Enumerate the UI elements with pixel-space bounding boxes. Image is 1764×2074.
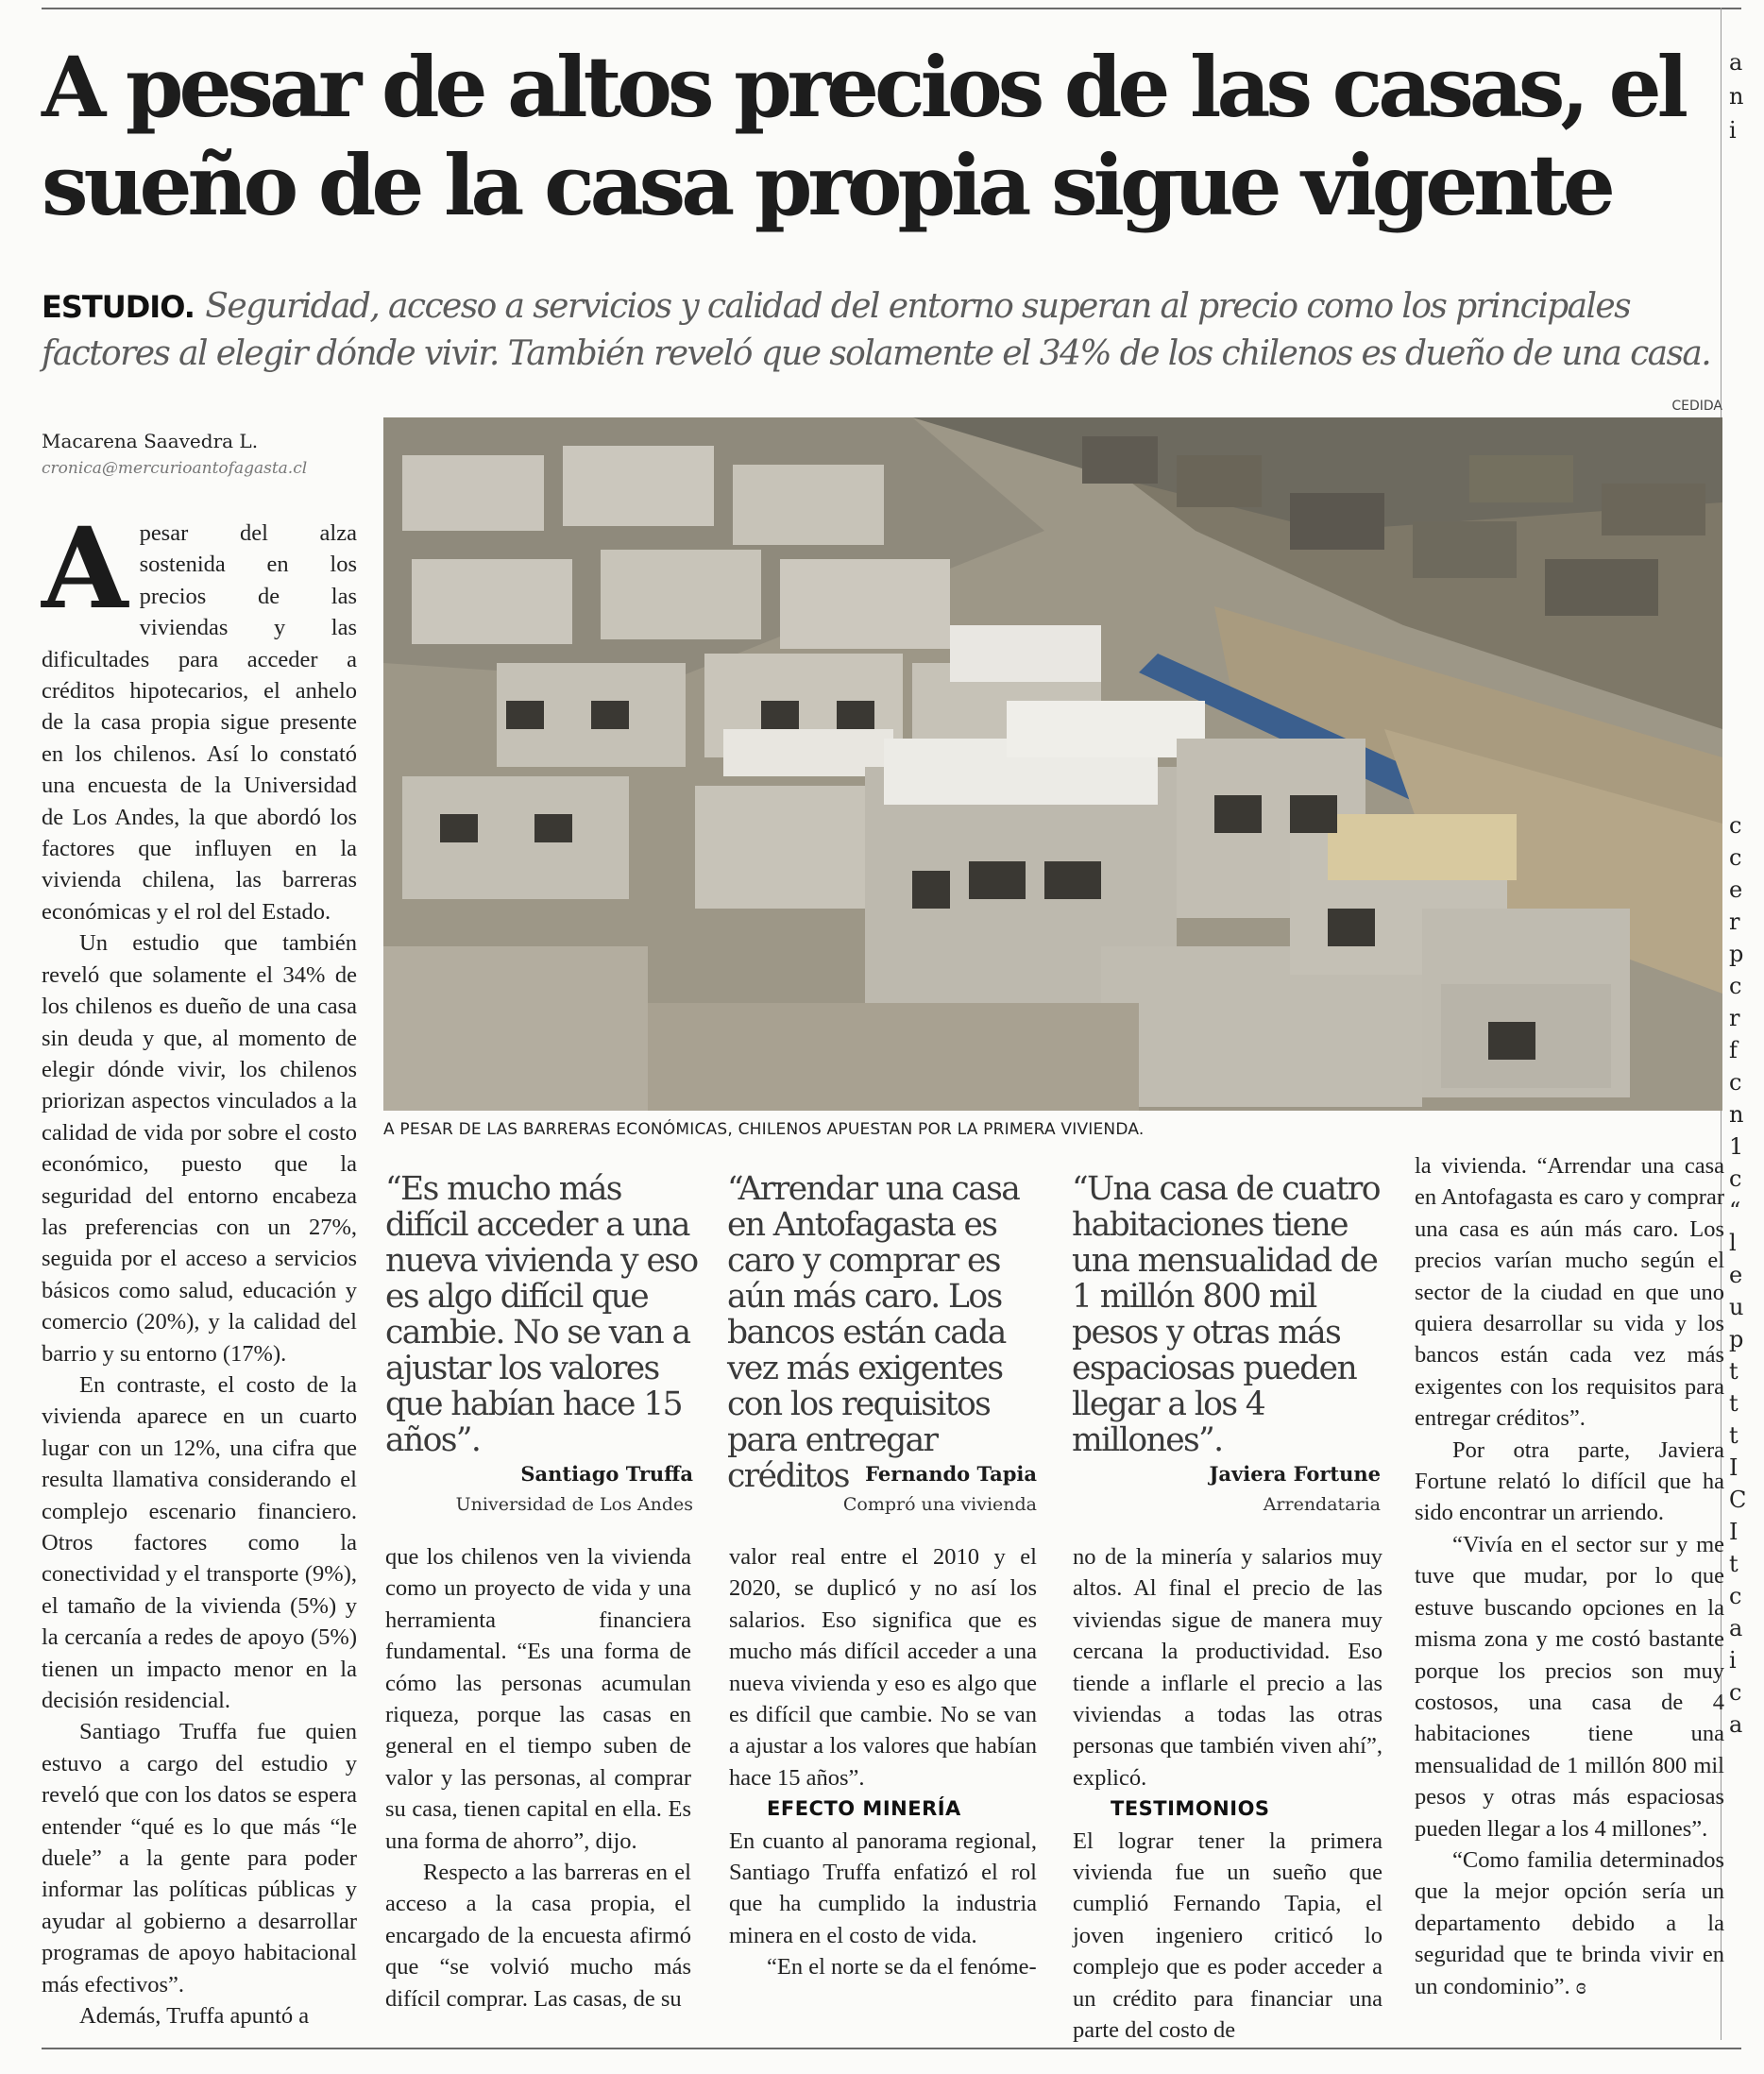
strip-char: i xyxy=(1729,117,1737,144)
top-rule xyxy=(42,8,1741,9)
end-mark-icon: ɞ xyxy=(1575,1973,1586,1999)
strip-char: c xyxy=(1729,1165,1742,1192)
strip-char: p xyxy=(1729,1326,1744,1352)
strip-char: I xyxy=(1729,1454,1739,1481)
paragraph: la vivienda. “Arrendar una casa en Antofagasta es caro y comprar una casa es aún más caro. Los precios varían mucho según el sector de la ciudad en que uno quiera desarrollar su vida y los bancos están cada vez más exigentes con los requisitos para entregar créditos”. xyxy=(1415,1153,1724,1432)
quote-3-role: Arrendataria xyxy=(1263,1494,1381,1515)
strip-char: 1 xyxy=(1729,1133,1744,1160)
subhead-kicker: ESTUDIO. xyxy=(42,289,195,325)
strip-char: c xyxy=(1729,1679,1742,1706)
strip-char: c xyxy=(1729,973,1742,999)
article-column-5 xyxy=(1415,1150,1724,2002)
strip-char: c xyxy=(1729,812,1742,839)
paragraph-text: “Como familia determinados que la mejor opción sería un departamento debido a la seguridad que te brinda vivir en un condominio”. xyxy=(1415,1846,1724,1999)
drop-cap: A xyxy=(42,502,128,634)
section-subhead-mineria: EFECTO MINERÍA xyxy=(767,1797,961,1821)
paragraph: que los chilenos ven la vivienda como un proyecto de vida y una herramienta financiera fundamental. “Es una forma de cómo las personas acumulan riqueza, porque las casas en general en el tiempo suben de valor y las personas, al comprar su casa, tienen capital en ella. Es una forma de ahorro”, dijo. xyxy=(385,1544,691,1854)
quote-1-role: Universidad de Los Andes xyxy=(455,1494,693,1515)
paragraph xyxy=(42,502,357,927)
strip-char: e xyxy=(1729,1262,1743,1288)
strip-char: t xyxy=(1729,1390,1739,1417)
strip-char: I xyxy=(1729,1519,1739,1545)
paragraph: En contraste, el costo de la vivienda aparece en un cuarto lugar con un 12%, una cifra que resulta llamativa considerando el complejo escenario financiero. Otros factores como la conectividad y el transporte (9%), el tamaño de la vivienda (5%) y la cercanía a redes de apoyo (5%) tienen un impacto menor en la decisión residencial. xyxy=(42,1371,357,1714)
byline xyxy=(42,427,382,482)
pull-quote-1: “Es mucho más difícil acceder a una nueva vivienda y eso es algo difícil que cambie. No se van a ajustar los valores que habían hace 15 años”. xyxy=(385,1170,698,1459)
headline xyxy=(42,38,1713,234)
strip-char: t xyxy=(1729,1358,1739,1385)
paragraph: valor real entre el 2010 y el 2020, se duplicó y no así los salarios. Eso significa que es mucho más difícil acceder a una nueva vivienda y eso es algo que es difícil que cambie. No se van a ajustar a los valores que habían hace 15 años”. xyxy=(729,1544,1037,1791)
pull-quote-2: “Arrendar una casa en Antofagasta es caro y comprar es aún más caro. Los bancos están cada vez más exigentes con los requisitos para entregar créditos xyxy=(727,1170,1020,1495)
strip-char: n xyxy=(1729,83,1744,110)
strip-char: C xyxy=(1729,1487,1747,1513)
paragraph: “En el norte se da el fenóme- xyxy=(767,1954,1037,1980)
strip-char: n xyxy=(1729,1101,1744,1128)
paragraph-text: pesar del alza sostenida en los precios de las viviendas y las dificultades para acceder a créditos hipotecarios, el anhelo de la casa propia sigue presente en los chilenos. Así lo constató una encuesta de la Universidad de Los Andes, la que abordó los factores que influyen en la vivienda chilena, las barreras económicas y el rol del Estado. xyxy=(42,520,357,925)
article-column-4 xyxy=(1073,1541,1382,2047)
strip-char: r xyxy=(1729,909,1740,935)
strip-char: f xyxy=(1729,1037,1738,1063)
quote-2-name: Fernando Tapia xyxy=(865,1462,1037,1486)
strip-char: a xyxy=(1729,49,1743,76)
strip-char: r xyxy=(1729,1005,1740,1031)
strip-char: u xyxy=(1729,1294,1744,1320)
strip-char: a xyxy=(1729,1615,1743,1641)
paragraph: Además, Truffa apuntó a xyxy=(79,2003,310,2030)
headline-line-1: A pesar de altos precios de las casas, el xyxy=(42,38,1685,136)
subhead-deck: Seguridad, acceso a servicios y calidad del entorno superan al precio como los principales factores al elegir dónde vivir. También reveló que solamente el 34% de los chilenos es dueño de una casa. xyxy=(42,287,1711,373)
section-subhead-testimonios: TESTIMONIOS xyxy=(1111,1797,1270,1821)
paragraph: En cuanto al panorama regional, Santiago Truffa enfatizó el rol que ha cumplido la industria minera en el costo de vida. xyxy=(729,1828,1037,1948)
strip-char: a xyxy=(1729,1711,1743,1738)
strip-char: “ xyxy=(1729,1198,1741,1224)
strip-char: c xyxy=(1729,1583,1742,1609)
paragraph: Santiago Truffa fue quien estuvo a cargo del estudio y reveló que con los datos se espera entender “qué es lo que más “le duele” a la gente para poder informar las políticas públicas y ayudar al gobierno a desarrollar programas de apoyo habitacional más efectivos”. xyxy=(42,1719,357,1998)
paragraph: no de la minería y salarios muy altos. Al final el precio de las viviendas sigue de manera muy cercana la productividad. Eso tiende a inflarle el precio a las viviendas a todas las otras personas que también viven ahí”, explicó. xyxy=(1073,1544,1382,1791)
paragraph: Respecto a las barreras en el acceso a la casa propia, el encargado de la encuesta afirmó que “se volvió mucho más difícil comprar. Las casas, de su xyxy=(385,1860,691,2012)
author-name: Macarena Saavedra L. xyxy=(42,430,259,452)
bottom-rule xyxy=(42,2048,1741,2049)
article-column-1 xyxy=(42,502,357,2032)
strip-char: l xyxy=(1729,1230,1737,1256)
quote-1-name: Santiago Truffa xyxy=(520,1462,693,1486)
pull-quote-3: “Una casa de cuatro habitaciones tiene una mensualidad de 1 millón 800 mil pesos y otras más espaciosas pueden llegar a los 4 millones”. xyxy=(1072,1170,1380,1459)
paragraph: El lograr tener la primera vivienda fue un sueño que cumplió Fernando Tapia, el joven ingeniero criticó lo complejo que es poder acceder a un crédito para financiar una parte del costo de xyxy=(1073,1828,1382,2044)
strip-char: e xyxy=(1729,876,1743,903)
photo-credit: CEDIDA xyxy=(1671,399,1722,414)
adjacent-article-strip xyxy=(1725,0,1764,2074)
quote-2-role: Compró una vivienda xyxy=(842,1494,1037,1515)
strip-char: p xyxy=(1729,941,1744,967)
strip-char: t xyxy=(1729,1551,1739,1577)
article-column-3 xyxy=(729,1541,1037,1983)
paragraph: Un estudio que también reveló que solamente el 34% de los chilenos es dueño de una casa sin deuda y que, al momento de elegir dónde vivir, los chilenos priorizan aspectos vinculados a la calidad de vida por sobre el costo económico, puesto que la seguridad del entorno encabeza las preferencias con un 27%, seguida por el acceso a servicios básicos como salud, educación y comercio (20%), y la calidad del barrio y su entorno (17%). xyxy=(42,930,357,1367)
headline-line-2: sueño de la casa propia sigue vigente xyxy=(42,136,1611,234)
paragraph: Por otra parte, Javiera Fortune relató lo difícil que ha sido encontrar un arriendo. xyxy=(1415,1436,1724,1526)
photo-caption: A PESAR DE LAS BARRERAS ECONÓMICAS, CHILENOS APUESTAN POR LA PRIMERA VIVIENDA. xyxy=(383,1120,1145,1139)
strip-char: c xyxy=(1729,844,1742,871)
photo-illustration xyxy=(383,417,1722,1111)
subhead xyxy=(42,283,1713,378)
quote-3-name: Javiera Fortune xyxy=(1209,1462,1381,1486)
paragraph xyxy=(1415,1844,1724,2002)
author-email: cronica@mercurioantofagasta.cl xyxy=(42,459,308,478)
article-column-2 xyxy=(385,1541,691,2014)
strip-char: i xyxy=(1729,1647,1737,1674)
strip-char: c xyxy=(1729,1069,1742,1096)
construction-photo xyxy=(383,417,1722,1111)
strip-char: t xyxy=(1729,1422,1739,1449)
paragraph: “Vivía en el sector sur y me tuve que mudar, por lo que estuve buscando opciones en la misma zona y me costó bastante porque los precios son muy costosos, una casa de 4 habitaciones tiene una mensualidad de 1 millón 800 mil pesos y otras más espaciosas pueden llegar a los 4 millones”. xyxy=(1415,1531,1724,1842)
